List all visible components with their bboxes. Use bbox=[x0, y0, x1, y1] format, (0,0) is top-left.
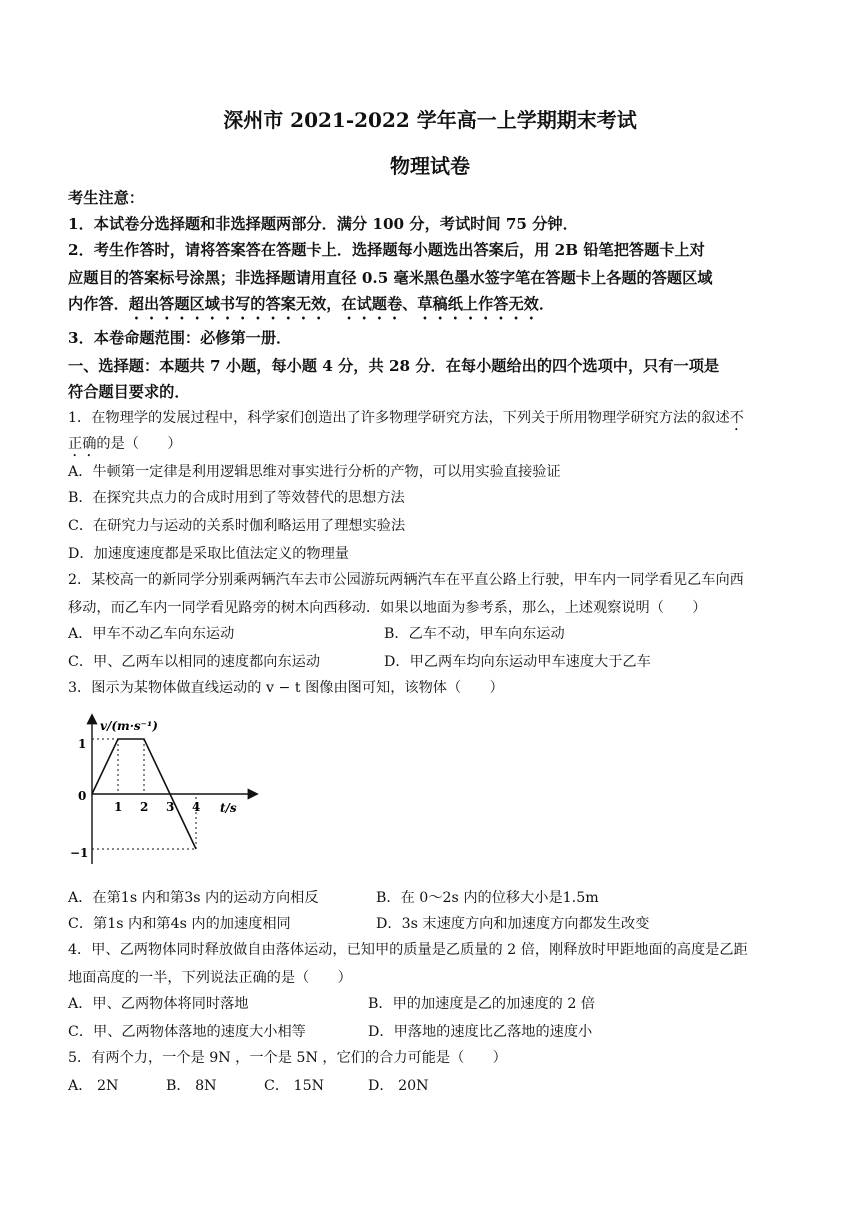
q3-option-c: C．第1s 内和第4s 内的加速度相同 bbox=[68, 916, 291, 932]
q1-option-c: C．在研究力与运动的关系时伽利略运用了理想实验法 bbox=[68, 518, 406, 534]
q3-stem: 3．图示为某物体做直线运动的 v − t 图像由图可知，该物体（ ） bbox=[68, 680, 504, 696]
q1-stem-line-1 bbox=[68, 408, 808, 434]
notice-item-2-line-1: 2．考生作答时，请将答案答在答题卡上．选择题每小题选出答案后，用 2B 铅笔把答题卡上对 bbox=[68, 241, 705, 259]
q1-stem-tail: 的是（ ） bbox=[96, 436, 182, 452]
y-tick-minus-1: −1 bbox=[70, 846, 89, 860]
q2-stem-line-1: 2．某校高一的新同学分别乘两辆汽车去市公园游玩两辆汽车在平直公路上行驶，甲车内一同学看见乙车向西 bbox=[68, 572, 744, 588]
notice-item-2-line-3 bbox=[68, 294, 808, 323]
q1-option-d: D．加速度速度都是采取比值法定义的物理量 bbox=[68, 546, 349, 562]
section-1-line-2: 符合题目要求的． bbox=[68, 383, 190, 401]
q4-option-d: D．甲落地的速度比乙落地的速度小 bbox=[368, 1024, 593, 1040]
x-tick-3: 3 bbox=[166, 800, 175, 814]
q2-stem-line-2: 移动，而乙车内一同学看见路旁的树木向西移动．如果以地面为参考系，那么，上述观察说明（ ） bbox=[68, 600, 707, 616]
q2-option-d: D．甲乙两车均向东运动甲车速度大于乙车 bbox=[384, 654, 651, 670]
x-axis-label: t/s bbox=[220, 801, 237, 815]
notice-heading: 考生注意： bbox=[68, 189, 144, 207]
q1-emphasis-bu: 不 bbox=[729, 410, 744, 426]
y-tick-1: 1 bbox=[78, 737, 87, 751]
q5-option-b: B． 8N bbox=[166, 1078, 217, 1094]
q5-option-a: A． 2N bbox=[68, 1078, 119, 1094]
q2-option-b: B．乙车不动，甲车向东运动 bbox=[384, 626, 565, 642]
notice-item-3: 3．本卷命题范围：必修第一册． bbox=[68, 329, 292, 347]
q3-option-d: D．3s 末速度方向和加速度方向都发生改变 bbox=[376, 916, 650, 932]
notice-item-2-part-a: 内作答． bbox=[68, 295, 129, 313]
notice-item-2-line-2: 应题目的答案标号涂黑；非选择题请用直径 0.5 毫米黑色墨水签字笔在答题卡上各题的答题区域 bbox=[68, 269, 713, 287]
notice-item-2-emphasis: 超出答题区域书写的答案无效，在试题卷、草稿纸上作答无效 bbox=[128, 295, 539, 313]
q5-stem: 5．有两个力，一个是 9N ，一个是 5N ，它们的合力可能是（ ） bbox=[68, 1050, 507, 1066]
q3-option-b: B．在 0～2s 内的位移大小是1.5m bbox=[376, 890, 599, 906]
q1-stem-line-2 bbox=[68, 434, 808, 460]
x-tick-4: 4 bbox=[192, 800, 201, 814]
q4-option-b: B．甲的加速度是乙的加速度的 2 倍 bbox=[368, 996, 596, 1012]
y-tick-0: 0 bbox=[78, 789, 87, 803]
notice-item-2-part-c: ． bbox=[538, 295, 554, 313]
q2-option-c: C．甲、乙两车以相同的速度都向东运动 bbox=[68, 654, 321, 670]
q4-option-a: A．甲、乙两物体将同时落地 bbox=[68, 996, 249, 1012]
y-axis-label: v/(m·s⁻¹) bbox=[100, 719, 158, 733]
q1-stem-text: 1．在物理学的发展过程中，科学家们创造出了许多物理学研究方法，下列关于所用物理学研究方法的叙述 bbox=[68, 410, 730, 426]
q1-emphasis-zhengque: 正确 bbox=[68, 436, 97, 452]
exam-title: 深州市 2021-2022 学年高一上学期期末考试 bbox=[223, 108, 637, 132]
q3-option-a: A．在第1s 内和第3s 内的运动方向相反 bbox=[68, 890, 319, 906]
q4-option-c: C．甲、乙两物体落地的速度大小相等 bbox=[68, 1024, 306, 1040]
q1-option-b: B．在探究共点力的合成时用到了等效替代的思想方法 bbox=[68, 490, 405, 506]
x-tick-1: 1 bbox=[114, 800, 123, 814]
exam-subtitle: 物理试卷 bbox=[390, 154, 470, 178]
q1-option-a: A．牛顿第一定律是利用逻辑思维对事实进行分析的产物，可以用实验直接验证 bbox=[68, 464, 561, 480]
vt-graph bbox=[70, 712, 260, 872]
x-tick-2: 2 bbox=[140, 800, 149, 814]
q5-option-c: C． 15N bbox=[264, 1078, 325, 1094]
section-1-line-1: 一、选择题：本题共 7 小题，每小题 4 分，共 28 分．在每小题给出的四个选项中，只有一项是 bbox=[68, 357, 720, 375]
q4-stem-line-2: 地面高度的一半，下列说法正确的是（ ） bbox=[68, 970, 352, 986]
q5-option-d: D． 20N bbox=[368, 1078, 429, 1094]
q2-option-a: A．甲车不动乙车向东运动 bbox=[68, 626, 235, 642]
notice-item-1: 1．本试卷分选择题和非选择题两部分．满分 100 分，考试时间 75 分钟． bbox=[68, 215, 578, 233]
q4-stem-line-1: 4．甲、乙两物体同时释放做自由落体运动，已知甲的质量是乙质量的 2 倍，刚释放时甲距地面的高度是乙距 bbox=[68, 942, 748, 958]
